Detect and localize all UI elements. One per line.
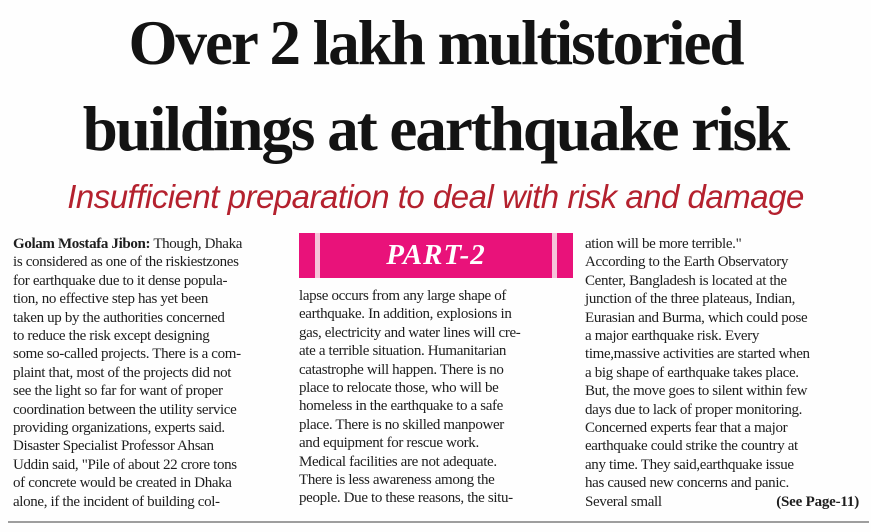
text-line: gas, electricity and water lines will cre- [299, 324, 521, 341]
text-line: Medical facilities are not adequate. [299, 453, 497, 470]
text-line: Disaster Specialist Professor Ahsan [13, 438, 214, 455]
text-line: place to relocate those, who will be [299, 380, 499, 397]
headline-line-1: Over 2 lakh multistoried [128, 8, 743, 78]
column-3-text [585, 235, 859, 493]
text-line: alone, if the incident of building col- [13, 493, 220, 510]
text-line: Concerned experts fear that a major [585, 420, 788, 437]
text-line: is considered as one of the riskiestzones [13, 254, 239, 271]
column-2 [299, 233, 573, 511]
text-line: some so-called projects. There is a com- [13, 346, 241, 363]
text-line: see the light so far for want of proper [13, 383, 223, 400]
text-line: a big shape of earthquake takes place. [585, 364, 799, 381]
text-line: There is less awareness among the [299, 472, 495, 489]
column-1 [13, 233, 287, 511]
column-1-text [13, 253, 287, 511]
column-2-text [299, 287, 573, 508]
text-line: But, the move goes to silent within few [585, 383, 808, 400]
text-line: homeless in the earthquake to a safe [299, 398, 503, 415]
part-banner [299, 233, 573, 278]
text-line: a major earthquake risk. Every [585, 328, 760, 345]
text-line: any time. They said,earthquake issue [585, 456, 794, 473]
text-line: days due to lack of proper monitoring. [585, 401, 803, 418]
text-line: Center, Bangladesh is located at the [585, 272, 787, 289]
article-subheadline: Insufficient preparation to deal with risk and damage [67, 178, 804, 215]
see-page-reference: (See Page-11) [776, 493, 859, 510]
banner-stripe-left [315, 233, 320, 278]
text-line: lapse occurs from any large shape of [299, 288, 507, 304]
text-line: junction of the three plateaus, Indian, [585, 291, 796, 308]
text-line: Uddin said, "Pile of about 22 crore tons [13, 456, 237, 473]
byline-author: Golam Mostafa Jibon: [13, 236, 151, 252]
text-line: ate a terrible situation. Humanitarian [299, 343, 507, 360]
text-line: place. There is no skilled manpower [299, 416, 504, 433]
text-line: providing organizations, experts said. [13, 420, 225, 437]
text-line: taken up by the authorities concerned [13, 309, 225, 326]
text-line: earthquake. In addition, explosions in [299, 306, 512, 323]
part-banner-label: PART-2 [386, 239, 486, 271]
byline-line-rest: Though, Dhaka [153, 236, 243, 252]
text-line: tion, no effective step has yet been [13, 291, 208, 308]
article-headline [0, 0, 871, 172]
text-line: coordination between the utility service [13, 401, 237, 418]
headline-line-2: buildings at earthquake risk [82, 94, 789, 164]
text-line: and equipment for rescue work. [299, 435, 479, 452]
text-line: catastrophe will happen. There is no [299, 361, 504, 378]
text-line: has caused new concerns and panic. [585, 475, 789, 492]
last-line-text: Several small [585, 493, 662, 510]
text-line: plaint that, most of the projects did not [13, 364, 232, 381]
column-3 [585, 233, 859, 511]
text-line: Eurasian and Burma, which could pose [585, 309, 808, 326]
text-line: of concrete would be created in Dhaka [13, 475, 232, 492]
text-line: people. Due to these reasons, the situ- [299, 490, 513, 507]
text-line: ation will be more terrible." [585, 236, 742, 252]
text-line: time,massive activities are started when [585, 346, 810, 363]
text-line: According to the Earth Observatory [585, 254, 789, 271]
byline-line [13, 235, 287, 253]
article-body [13, 233, 859, 511]
bottom-divider [8, 521, 869, 523]
text-line: earthquake could strike the country at [585, 438, 798, 455]
text-line: to reduce the risk except designing [13, 328, 210, 345]
column-3-last-line [585, 493, 859, 511]
banner-stripe-right [552, 233, 557, 278]
text-line: for earthquake due to it dense popula- [13, 272, 228, 289]
